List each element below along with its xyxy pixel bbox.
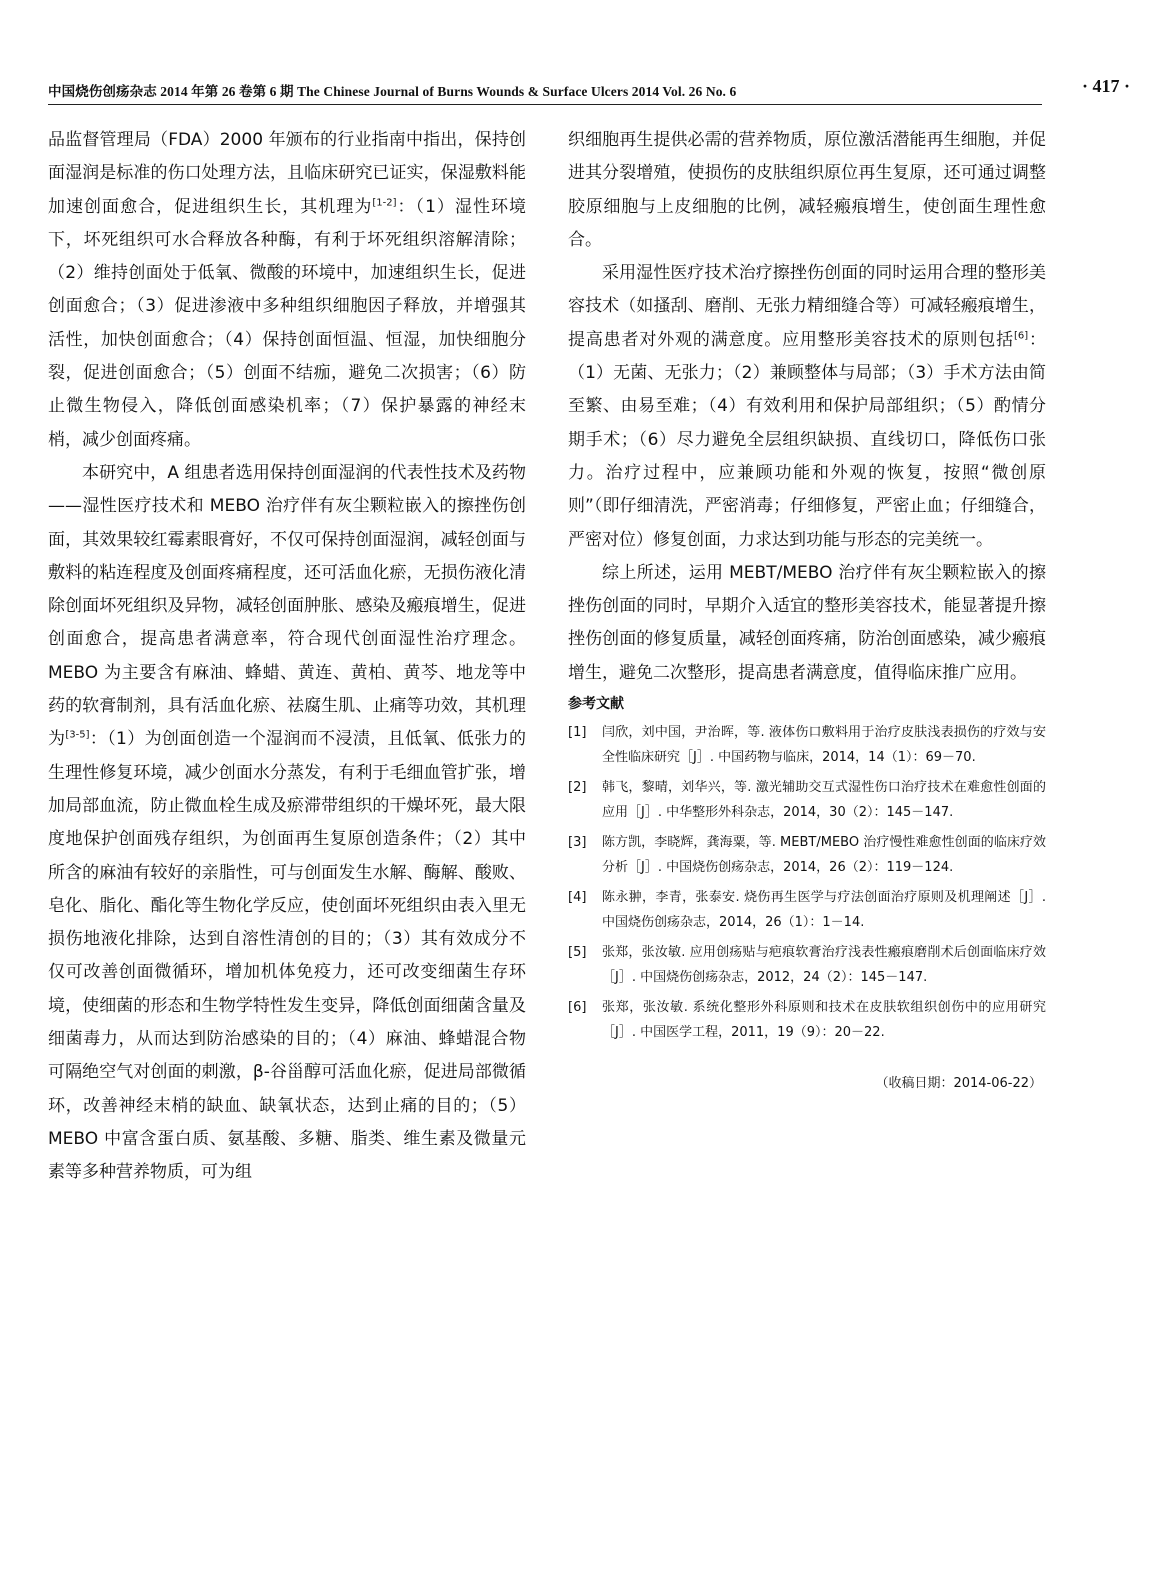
- reference-number: [3]: [568, 835, 587, 851]
- references-list: [568, 720, 1046, 1045]
- page-number: · 417 ·: [1081, 76, 1130, 96]
- journal-citation-header: 中国烧伤创疡杂志 2014 年第 26 卷第 6 期 The Chinese Journal of Burns Wounds & Surface Ulcers 2014 Vol. 26 No. 6: [48, 84, 737, 99]
- reference-number: [6]: [568, 1000, 587, 1016]
- reference-text: 陈永翀，李青，张泰安. 烧伤再生医学与疗法创面治疗原则及机理阐述［J］. 中国烧伤创疡杂志，2014，26（1）：1－14.: [602, 890, 1046, 931]
- reference-item: [568, 775, 1046, 825]
- paragraph-continuation: 织细胞再生提供必需的营养物质，原位激活潜能再生细胞，并促进其分裂增殖，使损伤的皮肤组织原位再生复原，还可通过调整胶原细胞与上皮细胞的比例，减轻瘢痕增生，使创面生理性愈合。: [568, 130, 1046, 250]
- reference-item: [568, 995, 1046, 1045]
- reference-text: 韩飞，黎晴，刘华兴，等. 激光辅助交互式湿性伤口治疗技术在难愈性创面的应用［J］. 中华整形外科杂志，2014，30（2）：145－147.: [602, 780, 1046, 821]
- reference-item: [568, 720, 1046, 770]
- reference-number: [2]: [568, 780, 587, 796]
- reference-number: [4]: [568, 890, 587, 906]
- references-heading: 参考文献: [568, 696, 624, 713]
- citation-6: [6]: [1014, 330, 1029, 342]
- reference-text: 张郑，张汝敏. 系统化整形外科原则和技术在皮肤软组织创伤中的应用研究［J］. 中国医学工程，2011，19（9）：20－22.: [602, 1000, 1046, 1041]
- running-header: [48, 76, 1130, 105]
- reference-text: 陈方凯，李晓辉，龚海粟，等. MEBT/MEBO 治疗慢性难愈性创面的临床疗效分析［J］. 中国烧伤创疡杂志，2014，26（2）：119－124.: [602, 835, 1046, 876]
- reference-number: [1]: [568, 725, 587, 741]
- reference-item: [568, 885, 1046, 935]
- reference-item: [568, 830, 1046, 880]
- reference-text: 张郑，张汝敏. 应用创疡贴与疤痕软膏治疗浅表性瘢痕磨削术后创面临床疗效［J］. 中国烧伤创疡杂志，2012，24（2）：145－147.: [602, 945, 1046, 986]
- reference-item: [568, 940, 1046, 990]
- reference-number: [5]: [568, 945, 587, 961]
- reference-text: 闫欣，刘中国，尹治晖，等. 液体伤口敷料用于治疗皮肤浅表损伤的疗效与安全性临床研究［J］. 中国药物与临床，2014，14（1）：69－70.: [602, 725, 1046, 766]
- left-column: [48, 124, 526, 1190]
- paragraph-plastic-surgery-principles: 采用湿性医疗技术治疗擦挫伤创面的同时运用合理的整形美容技术（如搔刮、磨削、无张力精细缝合等）可减轻瘢痕增生，提高患者对外观的满意度。应用整形美容技术的原则包括[6]：（1）无菌、无张力；（2）兼顾整体与局部；（3）手术方法由简至繁、由易至难；（4）有效利用和保护局部组织；（5）酌情分期手术；（6）尽力避免全层组织缺损、直线切口，降低伤口张力。治疗过程中，应兼顾功能和外观的恢复，按照“微创原则”（即仔细清洗，严密消毒；仔细修复，严密止血；仔细缝合，严密对位）修复创面，力求达到功能与形态的完美统一。: [568, 263, 1047, 550]
- paragraph-conclusion: 综上所述，运用 MEBT/MEBO 治疗伴有灰尘颗粒嵌入的擦挫伤创面的同时，早期介入适宜的整形美容技术，能显著提升擦挫伤创面的修复质量，减轻创面疼痛，防治创面感染，减少瘢痕增生，避免二次整形，提高患者满意度，值得临床推广应用。: [568, 562, 1046, 683]
- received-date: （收稿日期：2014-06-22）: [875, 1076, 1042, 1092]
- paragraph-group-a-mebo: 本研究中，A 组患者选用保持创面湿润的代表性技术及药物——湿性医疗技术和 MEBO 治疗伴有灰尘颗粒嵌入的擦挫伤创面，其效果较红霉素眼膏好，不仅可保持创面湿润，减轻创面与敷料的粘连程度及创面疼痛程度，还可活血化瘀，无损伤液化清除创面坏死组织及异物，减轻创面肿胀、感染及瘢痕增生，促进创面愈合，提高患者满意率，符合现代创面湿性治疗理念。MEBO 为主要含有麻油、蜂蜡、黄连、黄柏、黄芩、地龙等中药的软膏制剂，具有活血化瘀、祛腐生肌、止痛等功效，其机理为[3-5]：（1）为创面创造一个湿润而不浸渍，且低氧、低张力的生理性修复环境，减少创面水分蒸发，有利于毛细血管扩张，增加局部血流，防止微血栓生成及瘀滞带组织的干燥坏死，最大限度地保护创面残存组织，为创面再生复原创造条件；（2）其中所含的麻油有较好的亲脂性，可与创面发生水解、酶解、酸败、皂化、脂化、酯化等生物化学反应，使创面坏死组织由表入里无损伤地液化排除，达到自溶性清创的目的；（3）其有效成分不仅可改善创面微循环，增加机体免疫力，还可改变细菌生存环境，使细菌的形态和生物学特性发生变异，降低创面细菌含量及细菌毒力，从而达到防治感染的目的；（4）麻油、蜂蜡混合物可隔绝空气对创面的刺激，β-谷甾醇可活血化瘀，促进局部微循环，改善神经末梢的缺血、缺氧状态，达到止痛的目的；（5）MEBO 中富含蛋白质、氨基酸、多糖、脂类、维生素及微量元素等多种营养物质，可为组: [48, 462, 526, 1183]
- citation-3-5: [3-5]: [65, 729, 90, 741]
- citation-1-2: [1-2]: [372, 196, 397, 208]
- right-column: [568, 124, 1046, 1100]
- paragraph-wound-moist-principle: 品监督管理局（FDA）2000 年颁布的行业指南中指出，保持创面湿润是标准的伤口处理方法，且临床研究已证实，保湿敷料能加速创面愈合，促进组织生长，其机理为[1-2]：（1）湿性环境下，坏死组织可水合释放各种酶，有利于坏死组织溶解清除；（2）维持创面处于低氧、微酸的环境中，加速组织生长，促进创面愈合；（3）促进渗液中多种组织细胞因子释放，并增强其活性，加快创面愈合；（4）保持创面恒温、恒湿，加快细胞分裂，促进创面愈合；（5）创面不结痂，避免二次损害；（6）防止微生物侵入，降低创面感染机率；（7）保护暴露的神经末梢，减少创面疼痛。: [48, 130, 526, 450]
